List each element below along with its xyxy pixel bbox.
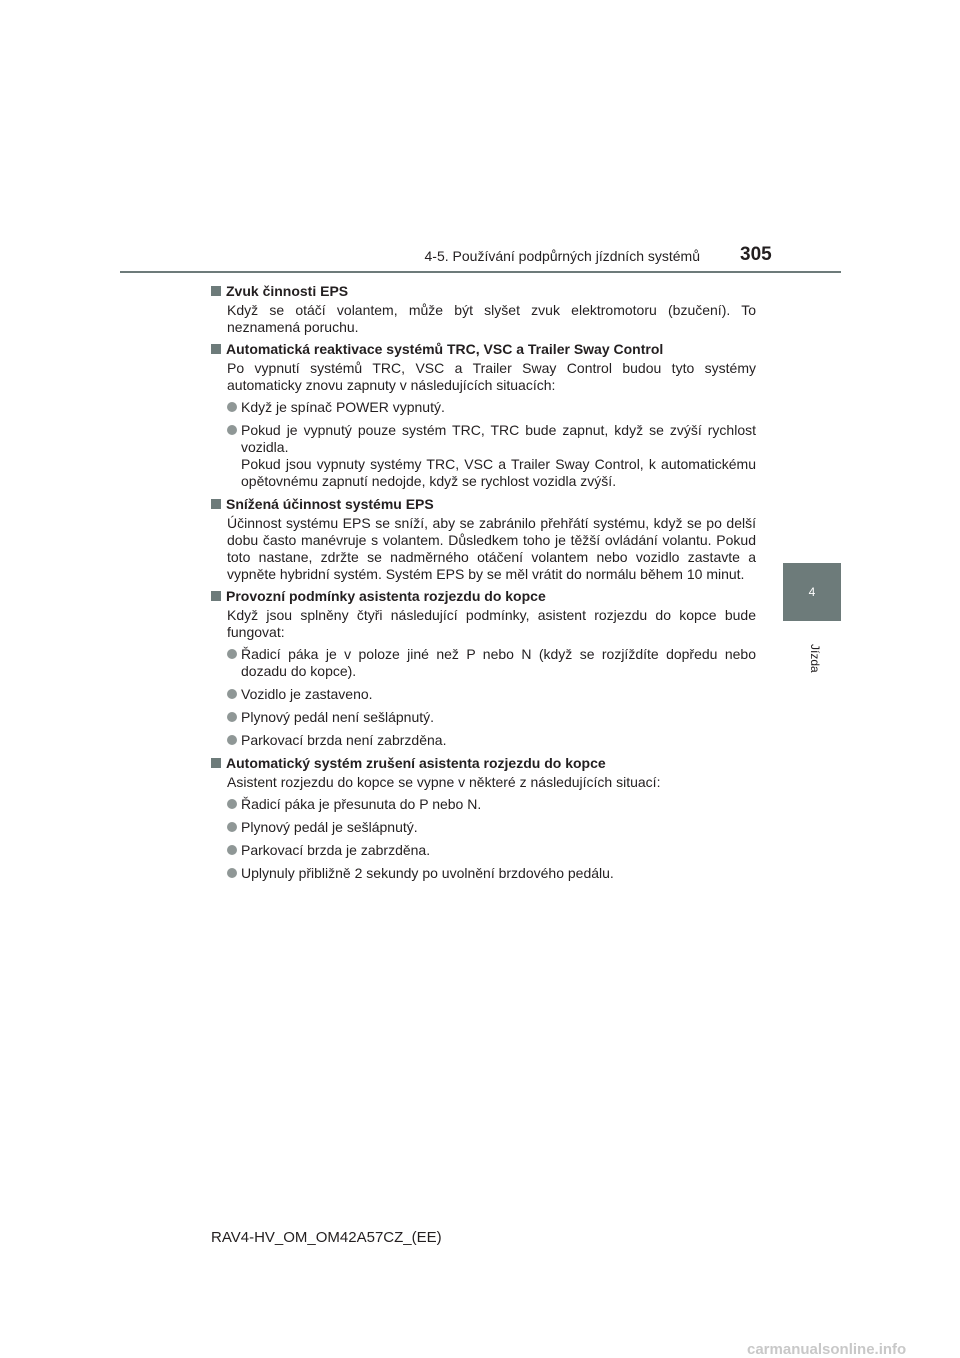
square-bullet-icon [211,286,221,296]
section-heading [211,496,756,513]
list-item-line: Vozidlo je zastaveno. [241,686,373,702]
round-bullet-icon [227,402,237,412]
chapter-title: 4-5. Používání podpůrných jízdních systémů [424,248,700,264]
round-bullet-icon [227,649,237,659]
section-heading [211,283,756,300]
section-heading-text: Automatický systém zrušení asistenta rozjezdu do kopce [226,755,606,771]
list-item-line: Plynový pedál není sešlápnutý. [241,709,435,725]
section [211,283,756,336]
list-item-text [241,646,756,680]
list-item-text [241,796,756,813]
list-item-line: Plynový pedál je sešlápnutý. [241,819,418,835]
section-paragraph: Když se otáčí volantem, může být slyšet zvuk elektromotoru (bzučení). To neznamená poruchu. [227,302,756,335]
square-bullet-icon [211,344,221,354]
list-item [227,686,756,703]
section [211,755,756,882]
list-item-line: Řadicí páka je v poloze jiné než P nebo N (když se rozjíždíte dopředu nebo dozadu do kopce). [241,646,756,679]
list-item-text [241,709,756,726]
list-item [227,842,756,859]
list-item-line: Pokud jsou vypnuty systémy TRC, VSC a Trailer Sway Control, k automatickému opětovnému zapnutí nedojde, když se rychlost vozidla zvýší. [241,456,756,489]
section-heading-text: Zvuk činnosti EPS [226,283,349,299]
list-item [227,732,756,749]
section [211,588,756,749]
document-code: RAV4-HV_OM_OM42A57CZ_(EE) [211,1229,442,1246]
list-item-text [241,399,756,416]
section-heading-text: Snížená účinnost systému EPS [226,496,434,512]
round-bullet-icon [227,845,237,855]
list-item-text [241,686,756,703]
list-item-line: Parkovací brzda je zabrzděna. [241,842,431,858]
list-item [227,399,756,416]
round-bullet-icon [227,712,237,722]
section-paragraph: Po vypnutí systémů TRC, VSC a Trailer Sway Control budou tyto systémy automaticky znovu zapnuty v následujících situacích: [227,360,756,393]
list-item-line: Uplynuly přibližně 2 sekundy po uvolnění brzdového pedálu. [241,865,614,881]
list-item-text [241,819,756,836]
list-item-line: Když je spínač POWER vypnutý. [241,399,445,415]
section-heading [211,341,756,358]
round-bullet-icon [227,689,237,699]
round-bullet-icon [227,822,237,832]
list-item [227,796,756,813]
list-item [227,422,756,490]
list-item [227,709,756,726]
round-bullet-icon [227,735,237,745]
list-item-text [241,732,756,749]
header-divider [120,271,841,273]
round-bullet-icon [227,868,237,878]
list-item [227,646,756,680]
section-paragraph: Když jsou splněny čtyři následující podmínky, asistent rozjezdu do kopce bude fungovat: [227,607,756,640]
list-item-line: Parkovací brzda není zabrzděna. [241,732,447,748]
chapter-tab-label: Jízda [808,643,822,673]
square-bullet-icon [211,758,221,768]
list-item [227,819,756,836]
list-item-line: Pokud je vypnutý pouze systém TRC, TRC bude zapnut, když se zvýší rychlost vozidla. [241,422,756,455]
page-number: 305 [740,244,772,265]
section-heading-text: Provozní podmínky asistenta rozjezdu do kopce [226,588,546,604]
list-item-text [241,422,756,490]
section-paragraph: Asistent rozjezdu do kopce se vypne v některé z následujících situací: [227,774,661,790]
square-bullet-icon [211,591,221,601]
watermark: carmanualsonline.info [747,1341,907,1358]
chapter-tab[interactable] [783,563,841,621]
list-item-text [241,865,756,882]
square-bullet-icon [211,499,221,509]
section [211,496,756,583]
list-item-text [241,842,756,859]
section-heading [211,755,756,772]
round-bullet-icon [227,799,237,809]
list-item [227,865,756,882]
section [211,341,756,490]
section-heading [211,588,756,605]
list-item-line: Řadicí páka je přesunuta do P nebo N. [241,796,482,812]
section-heading-text: Automatická reaktivace systémů TRC, VSC a Trailer Sway Control [226,341,664,357]
section-paragraph: Účinnost systému EPS se sníží, aby se zabránilo přehřátí systému, když se po delší dobu často manévruje s volantem. Důsledkem toho je těžší ovládání volantu. Pokud toto nastane, zdržte se nadměrného otáčení volantem nebo vozidlo zastavte a vypněte hybridní systém. Systém EPS by se měl vrátit do normálu během 10 minut. [227,515,756,582]
round-bullet-icon [227,425,237,435]
chapter-tab-number: 4 [808,585,816,599]
main-content [211,283,756,888]
